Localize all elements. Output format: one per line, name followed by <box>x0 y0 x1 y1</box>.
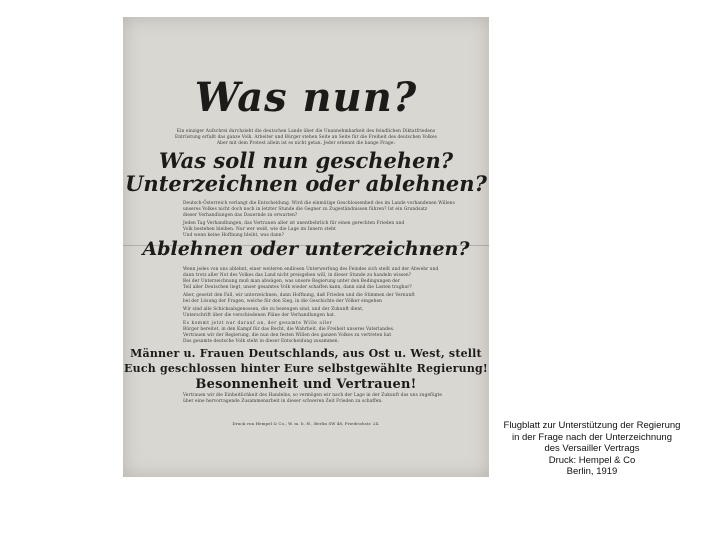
question-headline: Unterzeichnen oder ablehnen? <box>125 171 487 196</box>
body-line: Jeden Tag Verhandlungen, das Vertrauen aller ist unentbehrlich für einen gerechten Frieden und <box>183 221 405 226</box>
body-line: Volk bestehen bleiben. Nur wer weiß, wie die Lage im Innern steht <box>183 227 336 232</box>
closing-line: über eine hervorragende Zusammenarbeit in dieser schweren Zeit Frieden zu schaffen. <box>183 399 383 404</box>
body-line: bei der Lösung der Fragen, welche für den Sieg, in die Geschichte der Völker eingehen <box>183 299 382 304</box>
body-line: Das gesamte deutsche Volk steht in dieser Entscheidung zusammen. <box>183 339 340 344</box>
body-line: dieser Verhandlungen das Dauernde zu erwarten? <box>183 213 298 218</box>
caption-line: des Versailler Vertrags <box>544 443 640 454</box>
caption-line: in der Frage nach der Unterzeichnung <box>511 431 672 443</box>
appeal-line: Euch geschlossen hinter Eure selbstgewählte Regierung! <box>124 362 488 375</box>
appeal-line: Besonnenheit und Vertrauen! <box>195 377 417 392</box>
question-headline: Was soll nun geschehen? <box>158 148 454 173</box>
body-line: Bürger bereitet, in den Kampf für das Recht, die Wahrheit, die Freiheit unseres Vaterlandes. <box>183 327 395 332</box>
leaflet-title: Was nun? <box>194 74 418 121</box>
intro-line: Aber mit dem Protest allein ist es nicht getan. Jeder erkennt die bange Frage: <box>216 141 396 146</box>
body-line: Teil aller Deutschen liegt, unser gesamtes Volk wieder schaffen kann, dann sind die Lasten tragbar? <box>183 285 412 290</box>
body-line: Unterschrift über die verschiedenen Pläne der Verhandlungen hat. <box>183 313 336 318</box>
body-line: Und wenn keine Hoffnung bleibt, was dann? <box>183 233 285 238</box>
body-line: dann trotz aller Not des Volkes das Land nicht preisgeben will, in dieser Stunde zu handeln wissen? <box>183 273 412 278</box>
intro-line: Entrüstung erfaßt das ganze Volk. Arbeiter und Bürger stehen Seite an Seite für die Freiheit des deutschen Volkes <box>175 135 437 140</box>
body-line: unseres Volkes nicht doch noch in letzter Stunde die Gegner zu Zugeständnissen führen? Ist ein Grundsatz <box>183 207 428 212</box>
question-headline: Ablehnen oder unterzeichnen? <box>142 238 470 260</box>
image-caption <box>492 420 692 478</box>
body-line: Es kommt jetzt nur darauf an, der gesamte Wille aller <box>183 321 333 326</box>
printer-imprint: Druck von Hempel & Co., W. m. b. H., Berlin SW 48, Friedrichstr. 24. <box>232 421 380 426</box>
body-line: Aber, gesetzt den Fall, wir unterzeichnen, dann Hoffnung, daß Frieden und die Stimmen der Vernunft <box>183 293 415 298</box>
body-line: Vertrauen wir der Regierung, die nun den festen Willen des ganzen Volkes zu vertreten hat <box>183 333 392 338</box>
body-line: Bei der Unterzeichnung muß man abwägen, was unsere Regierung unter den Bedingungen der <box>183 279 400 284</box>
body-line: Deutsch-Österreich verlangt die Entscheidung. Wird die einmütige Geschlossenheit des im Lande vorhandenen Willens <box>183 201 455 206</box>
leaflet-scan <box>123 17 489 477</box>
intro-line: Ein einziger Aufschrei durchzieht die deutschen Lande über die Unannehmbarkeit des feindlichen Diktatfriedens <box>176 129 436 134</box>
caption-line: Berlin, 1919 <box>566 466 618 477</box>
body-line: Wir sind alle Schicksalsgenossen, die zu bezeugen sind, und der Zukunft dient, <box>183 307 364 312</box>
body-line: Wenn jedes von uns ablehnt, einer weiteren endlosen Unterwerfung des Feindes sich stellt und der Abwehr und <box>183 267 439 272</box>
closing-line: Vertrauen wir die Einheitlichkeit des Handelns, so vermögen wir nach der Lage in der Zukunft das uns zugefügte <box>183 393 443 398</box>
appeal-line: Männer u. Frauen Deutschlands, aus Ost u. West, stellt <box>130 347 482 360</box>
caption-line: Druck: Hempel & Co <box>548 454 636 466</box>
caption-line: Flugblatt zur Unterstützung der Regierung <box>503 420 681 431</box>
